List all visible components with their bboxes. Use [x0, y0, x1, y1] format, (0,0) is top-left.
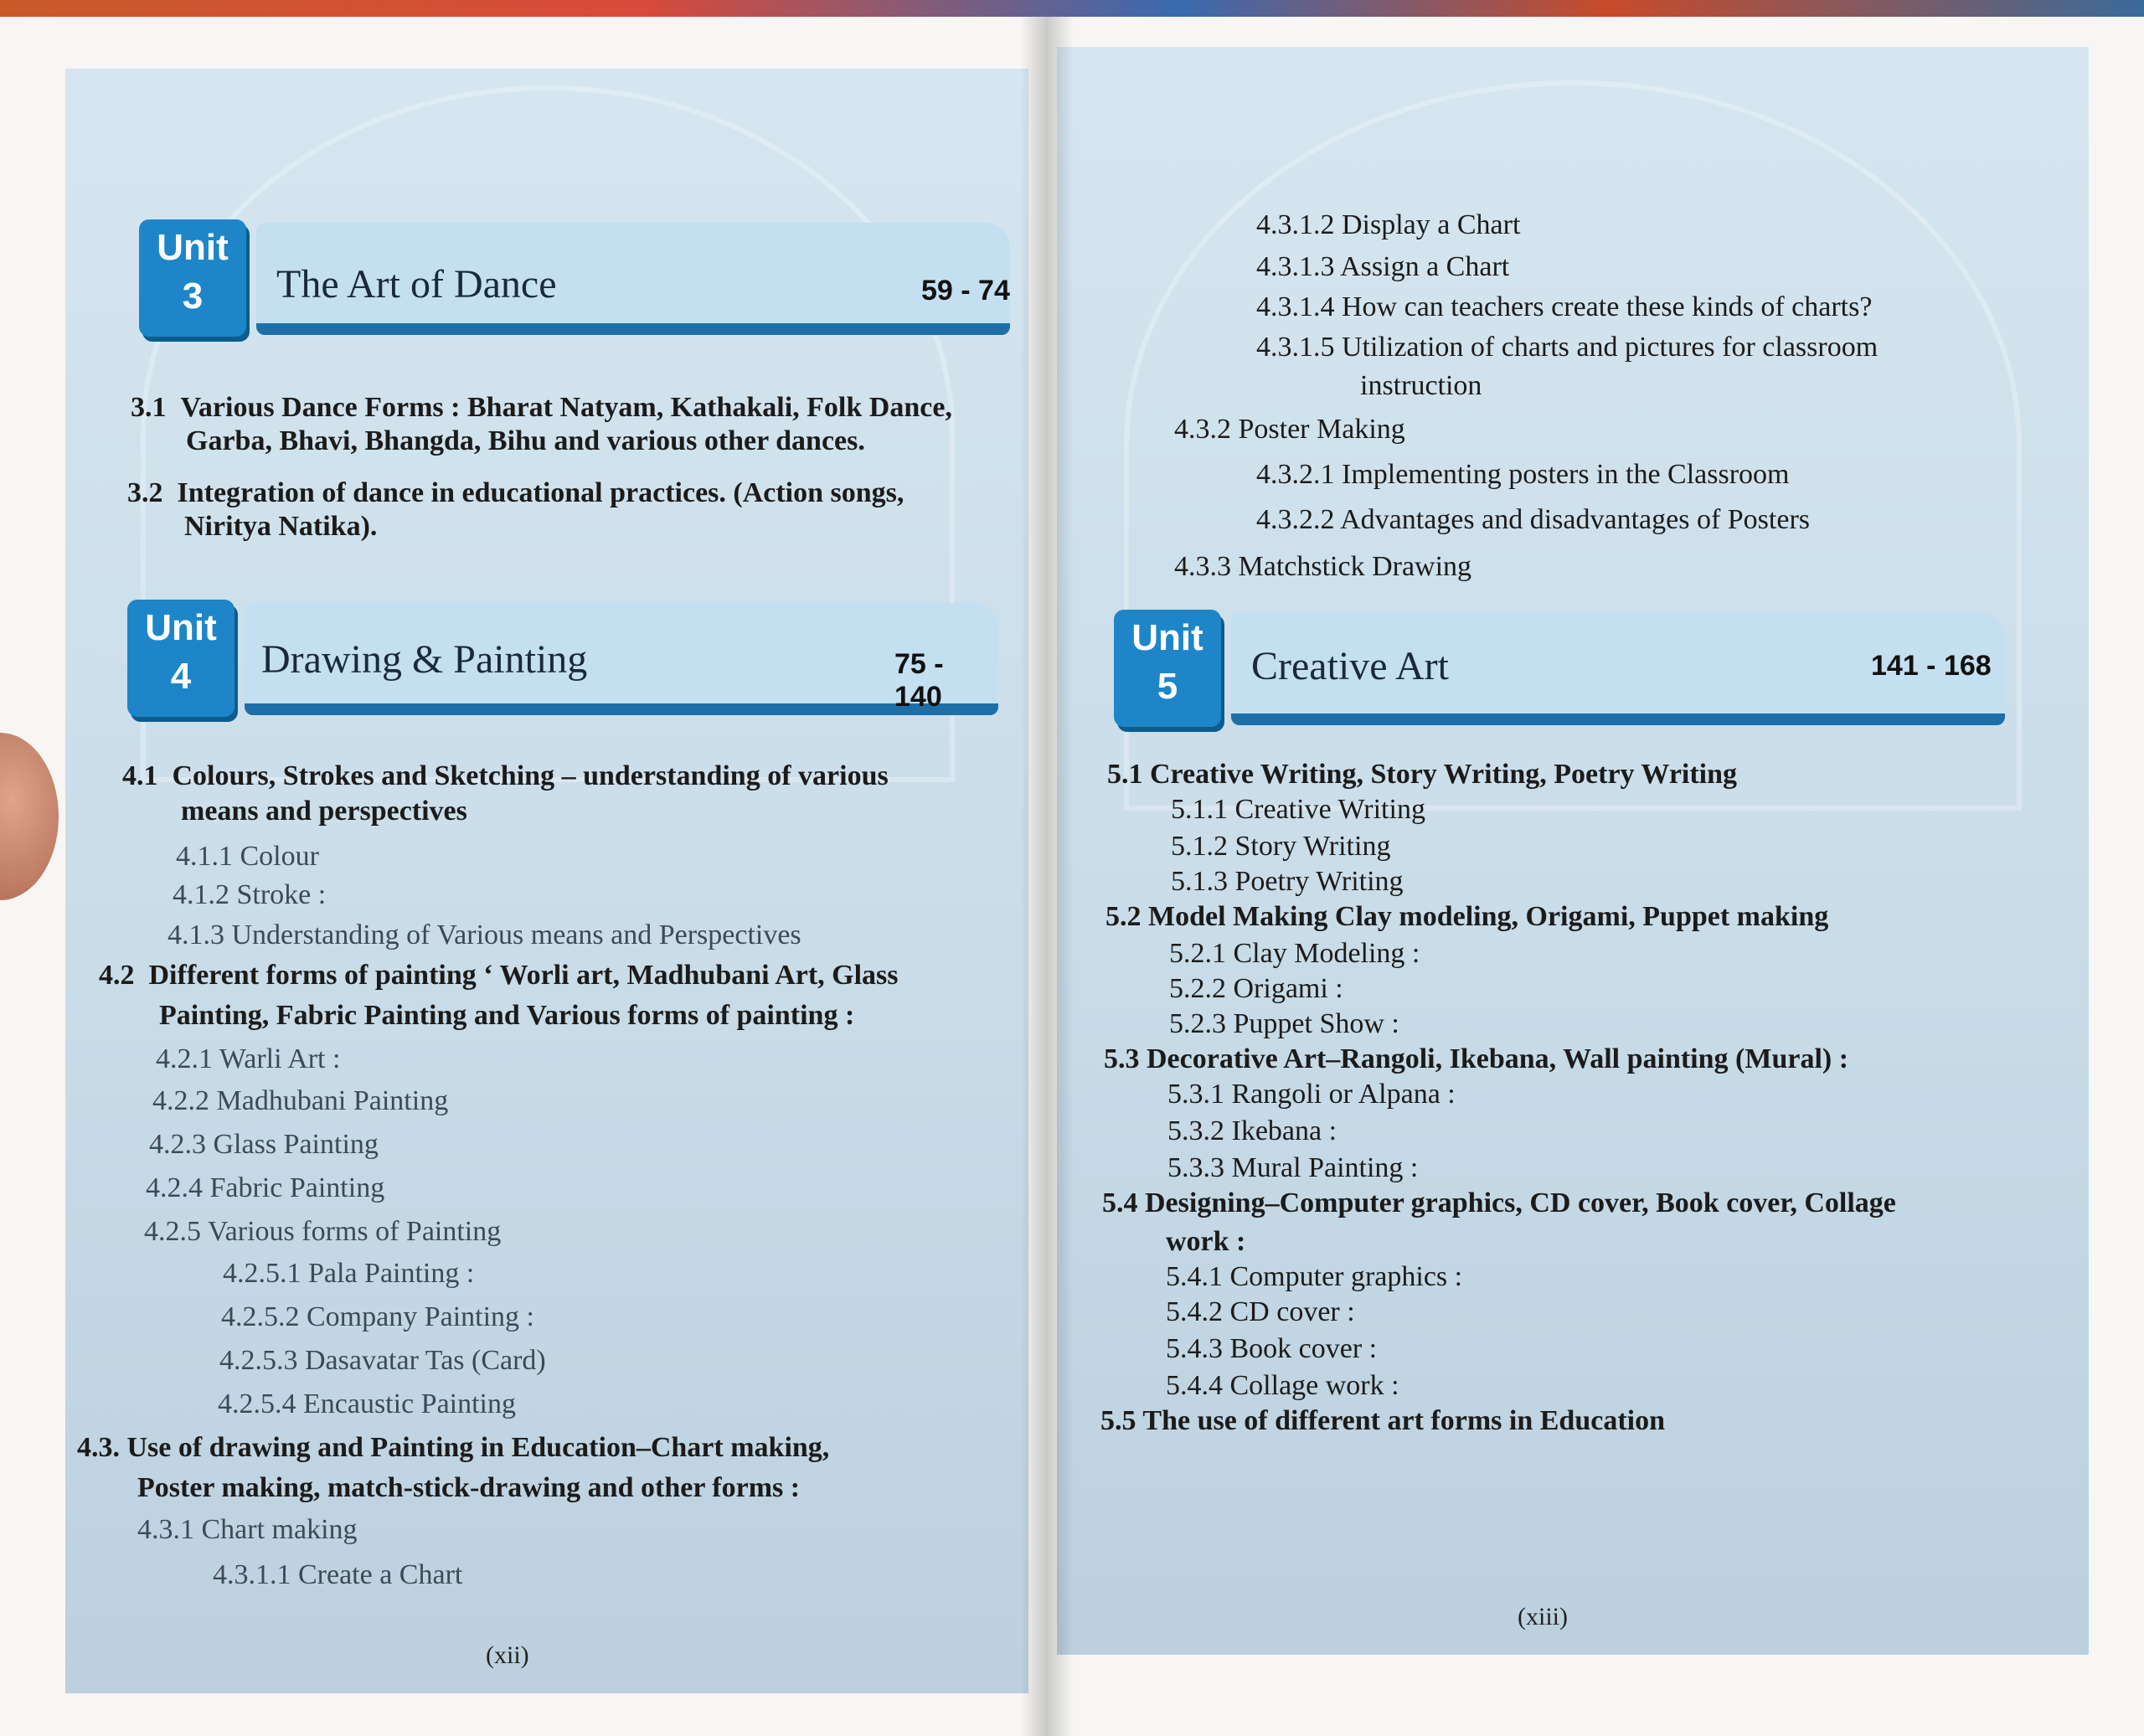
toc-item-5-4-4: 5.4.4 Collage work :: [1166, 1370, 1399, 1401]
toc-item-5-1-2: 5.1.2 Story Writing: [1171, 831, 1391, 862]
toc-item-4-3-1-5: 4.3.1.5 Utilization of charts and pictures for classroom: [1256, 332, 1879, 363]
toc-item-5-2-3: 5.2.3 Puppet Show :: [1169, 1008, 1399, 1039]
toc-item-5-2: 5.2 Model Making Clay modeling, Origami, Puppet making: [1106, 901, 1829, 932]
unit-badge-word: Unit: [145, 607, 217, 648]
toc-item-3-2: 3.2 Integration of dance in educational practices. (Action songs,: [127, 477, 904, 508]
unit-3-badge: [139, 219, 246, 337]
unit-5-badge: [1114, 610, 1221, 727]
toc-item-4-3-2: 4.3.2 Poster Making: [1174, 414, 1405, 445]
toc-item-5-3-2: 5.3.2 Ikebana :: [1167, 1115, 1337, 1146]
toc-item-4-3-2-1: 4.3.2.1 Implementing posters in the Classroom: [1256, 459, 1790, 490]
toc-item-4-1-1: 4.1.1 Colour: [176, 841, 319, 872]
unit-5-header: [1114, 610, 2010, 744]
unit-5-title: Creative Art: [1251, 644, 1449, 688]
toc-item-4-3: 4.3. Use of drawing and Painting in Education–Chart making,: [77, 1432, 830, 1463]
toc-item-4-3-2-2: 4.3.2.2 Advantages and disadvantages of Posters: [1256, 504, 1810, 535]
page-number-right: (xiii): [1518, 1603, 1568, 1630]
toc-item-3-2-cont: Niritya Natika).: [184, 511, 378, 542]
page-number-left: (xii): [486, 1641, 529, 1669]
toc-item-5-1-3: 5.1.3 Poetry Writing: [1171, 866, 1404, 897]
unit-badge-word: Unit: [157, 227, 229, 268]
open-book: [0, 17, 2144, 1736]
toc-item-3-1: 3.1 Various Dance Forms : Bharat Natyam, Kathakali, Folk Dance,: [131, 392, 952, 423]
unit-4-pages: 75 - 140: [894, 648, 944, 713]
toc-item-5-1: 5.1 Creative Writing, Story Writing, Poetry Writing: [1107, 759, 1738, 790]
toc-item-4-1-2: 4.1.2 Stroke :: [173, 879, 327, 910]
unit-3-header: [139, 219, 1010, 353]
toc-item-5-4-cont: work :: [1166, 1226, 1246, 1257]
toc-item-4-3-3: 4.3.3 Matchstick Drawing: [1174, 551, 1472, 582]
toc-item-5-5: 5.5 The use of different art forms in Education: [1100, 1405, 1666, 1436]
toc-item-4-3-cont: Poster making, match-stick-drawing and other forms :: [137, 1472, 801, 1503]
toc-item-4-2: 4.2 Different forms of painting ‘ Worli art, Madhubani Art, Glass: [99, 960, 899, 991]
unit-4-badge: [127, 600, 234, 717]
toc-item-4-2-5-1: 4.2.5.1 Pala Painting :: [223, 1258, 475, 1289]
toc-item-3-1-cont: Garba, Bhavi, Bhangda, Bihu and various other dances.: [186, 425, 865, 456]
book-spine: [1020, 17, 1074, 1736]
unit-badge-word: Unit: [1131, 617, 1203, 658]
toc-item-5-3-3: 5.3.3 Mural Painting :: [1167, 1152, 1419, 1183]
toc-item-4-3-1-4: 4.3.1.4 How can teachers create these kinds of charts?: [1256, 291, 1873, 322]
unit-badge-number: 3: [182, 276, 204, 317]
unit-3-pages: 59 - 74: [921, 275, 1010, 307]
toc-item-4-2-1: 4.2.1 Warli Art :: [156, 1043, 341, 1074]
toc-item-4-2-3: 4.2.3 Glass Painting: [149, 1129, 379, 1160]
toc-item-4-2-cont: Painting, Fabric Painting and Various forms of painting :: [159, 1000, 855, 1031]
unit-4-header: [127, 600, 998, 734]
toc-item-5-3-1: 5.3.1 Rangoli or Alpana :: [1167, 1079, 1456, 1110]
toc-item-4-3-1: 4.3.1 Chart making: [137, 1514, 358, 1545]
toc-item-4-2-2: 4.2.2 Madhubani Painting: [152, 1085, 449, 1116]
toc-item-4-3-1-2: 4.3.1.2 Display a Chart: [1256, 209, 1521, 240]
toc-item-4-2-5: 4.2.5 Various forms of Painting: [144, 1216, 502, 1247]
toc-item-5-4-1: 5.4.1 Computer graphics :: [1166, 1261, 1463, 1292]
toc-item-5-4: 5.4 Designing–Computer graphics, CD cover, Book cover, Collage: [1102, 1187, 1896, 1218]
unit-3-title: The Art of Dance: [276, 262, 557, 307]
toc-item-5-3: 5.3 Decorative Art–Rangoli, Ikebana, Wall painting (Mural) :: [1104, 1043, 1849, 1074]
toc-item-5-2-2: 5.2.2 Origami :: [1169, 973, 1343, 1004]
toc-item-5-4-3: 5.4.3 Book cover :: [1166, 1333, 1378, 1364]
toc-item-4-2-5-4: 4.2.5.4 Encaustic Painting: [218, 1388, 517, 1419]
toc-item-5-2-1: 5.2.1 Clay Modeling :: [1169, 938, 1420, 969]
toc-item-4-1-3: 4.1.3 Understanding of Various means and Perspectives: [168, 920, 801, 950]
toc-item-5-4-2: 5.4.2 CD cover :: [1166, 1296, 1355, 1327]
toc-item-4-3-1-3: 4.3.1.3 Assign a Chart: [1256, 251, 1510, 282]
toc-item-4-3-1-1: 4.3.1.1 Create a Chart: [213, 1559, 463, 1590]
unit-badge-number: 4: [170, 656, 192, 697]
toc-item-4-3-1-5-cont: instruction: [1360, 370, 1482, 401]
toc-item-5-1-1: 5.1.1 Creative Writing: [1171, 794, 1425, 825]
toc-item-4-1: 4.1 Colours, Strokes and Sketching – understanding of various: [122, 760, 889, 791]
toc-item-4-2-5-2: 4.2.5.2 Company Painting :: [221, 1301, 534, 1332]
toc-item-4-2-5-3: 4.2.5.3 Dasavatar Tas (Card): [219, 1345, 546, 1376]
toc-item-4-1-cont: means and perspectives: [181, 796, 467, 827]
toc-item-4-2-4: 4.2.4 Fabric Painting: [146, 1172, 385, 1203]
unit-5-pages: 141 - 168: [1871, 650, 1992, 682]
unit-badge-number: 5: [1157, 666, 1178, 707]
unit-4-title: Drawing & Painting: [261, 637, 588, 682]
